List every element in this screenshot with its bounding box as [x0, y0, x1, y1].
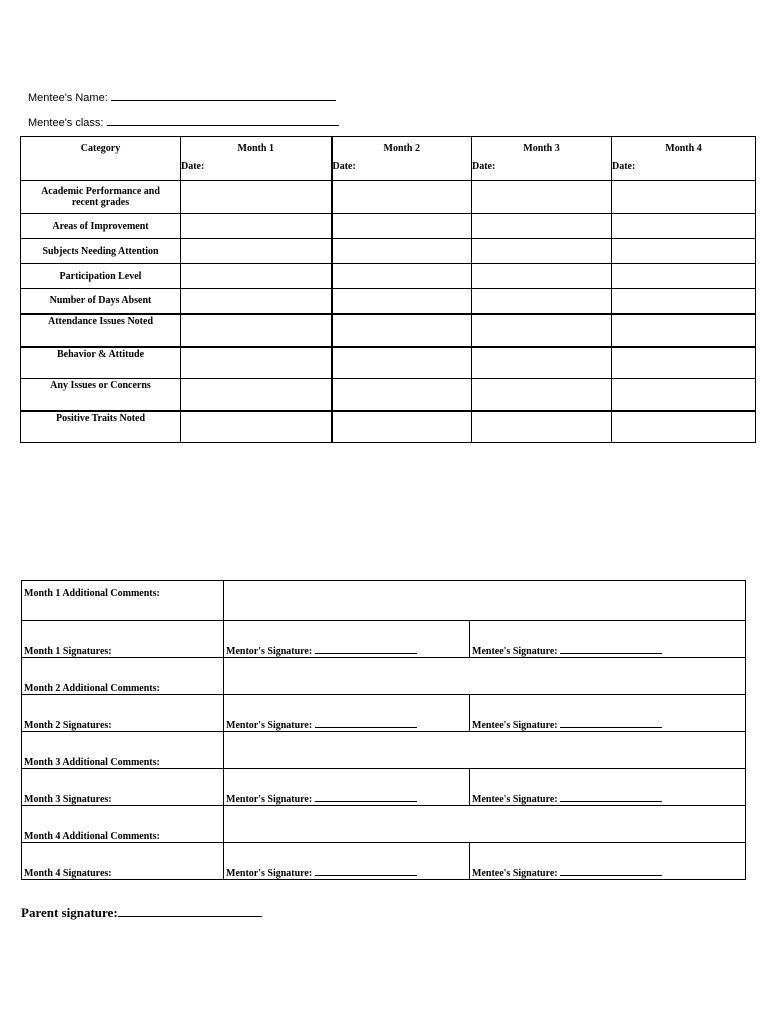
- entry-cell[interactable]: [472, 264, 612, 289]
- entry-cell[interactable]: [181, 239, 332, 264]
- table-row: [22, 769, 746, 806]
- month-1-mentee-signature[interactable]: Mentee's Signature:: [470, 621, 746, 658]
- entry-cell[interactable]: [472, 347, 612, 379]
- table-row: [22, 843, 746, 880]
- entry-cell[interactable]: [472, 379, 612, 411]
- entry-cell[interactable]: [472, 289, 612, 314]
- month-1-comments-field[interactable]: [224, 581, 746, 621]
- table-row: [21, 411, 756, 443]
- month-2-mentor-signature[interactable]: Mentor's Signature:: [224, 695, 470, 732]
- category-cell: Subjects Needing Attention: [21, 239, 181, 264]
- entry-cell[interactable]: [332, 411, 472, 443]
- month-1-date-label: Date:: [181, 161, 205, 172]
- month-4-date-label: Date:: [612, 161, 636, 172]
- table-row: [21, 289, 756, 314]
- month-4-comments-label: Month 4 Additional Comments:: [22, 806, 224, 843]
- table-row: [22, 806, 746, 843]
- category-cell: Academic Performance and recent grades: [21, 181, 181, 214]
- entry-cell[interactable]: [612, 379, 756, 411]
- table-row: [22, 695, 746, 732]
- entry-cell[interactable]: [612, 289, 756, 314]
- mentee-class-blank[interactable]: [107, 113, 339, 126]
- month-1-header: Month 1 Date:: [181, 137, 332, 181]
- entry-cell[interactable]: [612, 214, 756, 239]
- entry-cell[interactable]: [612, 314, 756, 347]
- entry-cell[interactable]: [612, 411, 756, 443]
- monthly-tracker-table: [20, 136, 756, 443]
- table-row: [21, 347, 756, 379]
- month-3-comments-field[interactable]: [224, 732, 746, 769]
- month-4-header: Month 4 Date:: [612, 137, 756, 181]
- month-1-comments-label: Month 1 Additional Comments:: [22, 581, 224, 621]
- entry-cell[interactable]: [181, 314, 332, 347]
- category-cell: Behavior & Attitude: [21, 347, 181, 379]
- entry-cell[interactable]: [612, 347, 756, 379]
- mentee-name-field: [28, 88, 336, 104]
- entry-cell[interactable]: [472, 411, 612, 443]
- month-1-signatures-label: Month 1 Signatures:: [22, 621, 224, 658]
- mentee-name-blank[interactable]: [111, 88, 336, 101]
- entry-cell[interactable]: [612, 181, 756, 214]
- month-3-comments-label: Month 3 Additional Comments:: [22, 732, 224, 769]
- entry-cell[interactable]: [181, 347, 332, 379]
- entry-cell[interactable]: [332, 289, 472, 314]
- mentee-class-field: [28, 113, 339, 129]
- entry-cell[interactable]: [472, 214, 612, 239]
- category-cell: Attendance Issues Noted: [21, 314, 181, 347]
- entry-cell[interactable]: [612, 264, 756, 289]
- table-row: [21, 214, 756, 239]
- category-cell: Any Issues or Concerns: [21, 379, 181, 411]
- table-row: [21, 264, 756, 289]
- table-row: [21, 379, 756, 411]
- month-2-header: Month 2 Date:: [332, 137, 472, 181]
- table-row: [22, 581, 746, 621]
- month-3-header: Month 3 Date:: [472, 137, 612, 181]
- parent-signature-label: Parent signature:: [21, 905, 118, 920]
- table-row: [21, 181, 756, 214]
- mentee-class-label: Mentee's class:: [28, 117, 104, 129]
- entry-cell[interactable]: [181, 264, 332, 289]
- table-row: [22, 732, 746, 769]
- table-row: [22, 658, 746, 695]
- tracker-header-row: [21, 137, 756, 181]
- comments-signatures-table: [21, 580, 746, 880]
- entry-cell[interactable]: [181, 411, 332, 443]
- table-row: [21, 314, 756, 347]
- parent-signature-field: [21, 904, 262, 921]
- month-4-mentee-signature[interactable]: Mentee's Signature:: [470, 843, 746, 880]
- entry-cell[interactable]: [181, 289, 332, 314]
- entry-cell[interactable]: [181, 181, 332, 214]
- table-row: [21, 239, 756, 264]
- month-3-date-label: Date:: [472, 161, 496, 172]
- mentee-name-label: Mentee's Name:: [28, 92, 108, 104]
- month-2-comments-label: Month 2 Additional Comments:: [22, 658, 224, 695]
- category-cell: Participation Level: [21, 264, 181, 289]
- entry-cell[interactable]: [472, 181, 612, 214]
- category-cell: Number of Days Absent: [21, 289, 181, 314]
- category-cell: Areas of Improvement: [21, 214, 181, 239]
- entry-cell[interactable]: [612, 239, 756, 264]
- parent-signature-blank[interactable]: [118, 904, 262, 917]
- month-4-comments-field[interactable]: [224, 806, 746, 843]
- entry-cell[interactable]: [332, 379, 472, 411]
- entry-cell[interactable]: [332, 214, 472, 239]
- entry-cell[interactable]: [472, 239, 612, 264]
- entry-cell[interactable]: [181, 214, 332, 239]
- category-header: Category: [21, 137, 181, 181]
- month-2-mentee-signature[interactable]: Mentee's Signature:: [470, 695, 746, 732]
- month-3-mentee-signature[interactable]: Mentee's Signature:: [470, 769, 746, 806]
- month-2-date-label: Date:: [332, 161, 356, 172]
- entry-cell[interactable]: [332, 314, 472, 347]
- entry-cell[interactable]: [332, 181, 472, 214]
- category-cell: Positive Traits Noted: [21, 411, 181, 443]
- entry-cell[interactable]: [332, 347, 472, 379]
- month-4-mentor-signature[interactable]: Mentor's Signature:: [224, 843, 470, 880]
- month-3-mentor-signature[interactable]: Mentor's Signature:: [224, 769, 470, 806]
- month-4-signatures-label: Month 4 Signatures:: [22, 843, 224, 880]
- month-2-comments-field[interactable]: [224, 658, 746, 695]
- month-2-signatures-label: Month 2 Signatures:: [22, 695, 224, 732]
- month-3-signatures-label: Month 3 Signatures:: [22, 769, 224, 806]
- entry-cell[interactable]: [472, 314, 612, 347]
- entry-cell[interactable]: [181, 379, 332, 411]
- entry-cell[interactable]: [332, 239, 472, 264]
- table-row: [22, 621, 746, 658]
- entry-cell[interactable]: [332, 264, 472, 289]
- month-1-mentor-signature[interactable]: Mentor's Signature:: [224, 621, 470, 658]
